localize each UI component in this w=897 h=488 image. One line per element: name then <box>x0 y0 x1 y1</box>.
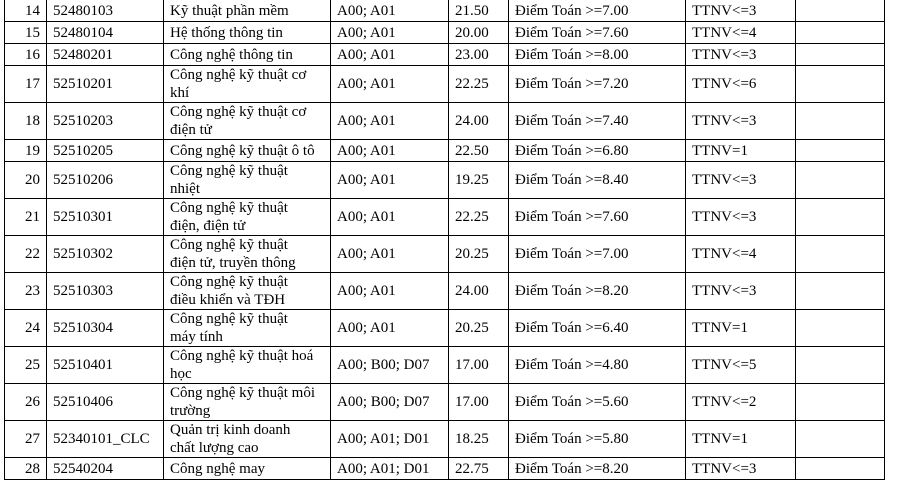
cutoff-score-cell: 18.25 <box>449 421 509 458</box>
program-name-cell <box>164 421 331 458</box>
table-row <box>5 66 885 103</box>
cutoff-score-cell: 23.00 <box>449 44 509 66</box>
program-code-cell: 52510203 <box>47 103 164 140</box>
program-name-text: Kỹ thuật phần mềm <box>170 2 289 19</box>
empty-cell <box>796 103 885 140</box>
subject-combo-cell: A00; B00; D07 <box>331 347 449 384</box>
wish-order-cell: TTNV<=3 <box>686 458 796 480</box>
program-code-cell: 52510205 <box>47 140 164 162</box>
wish-order-cell: TTNV<=3 <box>686 44 796 66</box>
program-code-cell: 52510304 <box>47 310 164 347</box>
program-name-cell <box>164 44 331 66</box>
program-name-text: Quản trị kinh doanh chất lượng cao <box>170 422 291 456</box>
empty-cell <box>796 22 885 44</box>
subject-combo-cell: A00; A01 <box>331 0 449 22</box>
subject-combo-cell: A00; A01 <box>331 66 449 103</box>
program-name-text: Công nghệ may <box>170 460 265 477</box>
empty-cell <box>796 458 885 480</box>
program-code-cell: 52510406 <box>47 384 164 421</box>
wish-order-cell: TTNV<=3 <box>686 103 796 140</box>
wish-order-cell: TTNV<=2 <box>686 384 796 421</box>
table-row <box>5 236 885 273</box>
program-name-text: Công nghệ kỹ thuật máy tính <box>170 311 288 345</box>
cutoff-score-cell: 17.00 <box>449 384 509 421</box>
program-name-text: Công nghệ kỹ thuật nhiệt <box>170 163 288 197</box>
row-number-cell: 22 <box>5 236 47 273</box>
program-name-cell <box>164 162 331 199</box>
cutoff-score-cell: 19.25 <box>449 162 509 199</box>
program-code-cell: 52340101_CLC <box>47 421 164 458</box>
subject-combo-cell: A00; A01 <box>331 199 449 236</box>
cutoff-score-cell: 20.25 <box>449 236 509 273</box>
wish-order-cell: TTNV=1 <box>686 421 796 458</box>
empty-cell <box>796 44 885 66</box>
row-number-cell: 17 <box>5 66 47 103</box>
admission-table <box>4 0 885 480</box>
program-name-cell <box>164 0 331 22</box>
program-code-cell: 52510206 <box>47 162 164 199</box>
program-code-cell: 52480104 <box>47 22 164 44</box>
subject-combo-cell: A00; B00; D07 <box>331 384 449 421</box>
math-criterion-cell: Điểm Toán >=7.60 <box>509 22 686 44</box>
subject-combo-cell: A00; A01 <box>331 162 449 199</box>
program-name-cell <box>164 384 331 421</box>
math-criterion-cell: Điểm Toán >=7.60 <box>509 199 686 236</box>
wish-order-cell: TTNV=1 <box>686 140 796 162</box>
math-criterion-cell: Điểm Toán >=8.40 <box>509 162 686 199</box>
cutoff-score-cell: 24.00 <box>449 103 509 140</box>
empty-cell <box>796 384 885 421</box>
cutoff-score-cell: 20.00 <box>449 22 509 44</box>
empty-cell <box>796 0 885 22</box>
subject-combo-cell: A00; A01 <box>331 22 449 44</box>
table-row <box>5 22 885 44</box>
row-number-cell: 19 <box>5 140 47 162</box>
row-number-cell: 16 <box>5 44 47 66</box>
math-criterion-cell: Điểm Toán >=7.00 <box>509 0 686 22</box>
table-row <box>5 162 885 199</box>
table-row <box>5 0 885 22</box>
program-name-text: Công nghệ kỹ thuật cơ điện tử <box>170 104 307 138</box>
program-code-cell: 52510302 <box>47 236 164 273</box>
row-number-cell: 28 <box>5 458 47 480</box>
math-criterion-cell: Điểm Toán >=7.00 <box>509 236 686 273</box>
table-row <box>5 421 885 458</box>
program-code-cell: 52510301 <box>47 199 164 236</box>
math-criterion-cell: Điểm Toán >=7.20 <box>509 66 686 103</box>
program-name-text: Công nghệ kỹ thuật ô tô <box>170 142 315 159</box>
subject-combo-cell: A00; A01; D01 <box>331 458 449 480</box>
cutoff-score-cell: 22.25 <box>449 66 509 103</box>
program-name-text: Công nghệ kỹ thuật điện tử, truyền thông <box>170 237 296 271</box>
table-row <box>5 310 885 347</box>
wish-order-cell: TTNV<=3 <box>686 199 796 236</box>
program-code-cell: 52540204 <box>47 458 164 480</box>
empty-cell <box>796 140 885 162</box>
program-code-cell: 52510401 <box>47 347 164 384</box>
subject-combo-cell: A00; A01 <box>331 103 449 140</box>
cutoff-score-cell: 22.50 <box>449 140 509 162</box>
wish-order-cell: TTNV<=5 <box>686 347 796 384</box>
program-name-text: Công nghệ kỹ thuật cơ khí <box>170 67 307 101</box>
program-code-cell: 52510303 <box>47 273 164 310</box>
program-name-cell <box>164 273 331 310</box>
table-row <box>5 384 885 421</box>
math-criterion-cell: Điểm Toán >=4.80 <box>509 347 686 384</box>
row-number-cell: 23 <box>5 273 47 310</box>
table-row <box>5 199 885 236</box>
wish-order-cell: TTNV<=6 <box>686 66 796 103</box>
program-name-text: Công nghệ kỹ thuật điện, điện tử <box>170 200 288 234</box>
row-number-cell: 27 <box>5 421 47 458</box>
empty-cell <box>796 236 885 273</box>
subject-combo-cell: A00; A01 <box>331 273 449 310</box>
program-name-text: Công nghệ thông tin <box>170 46 293 63</box>
subject-combo-cell: A00; A01 <box>331 140 449 162</box>
table-row <box>5 347 885 384</box>
math-criterion-cell: Điểm Toán >=6.40 <box>509 310 686 347</box>
empty-cell <box>796 310 885 347</box>
cutoff-score-cell: 24.00 <box>449 273 509 310</box>
math-criterion-cell: Điểm Toán >=5.80 <box>509 421 686 458</box>
program-name-text: Công nghệ kỹ thuật môi trường <box>170 385 315 419</box>
row-number-cell: 20 <box>5 162 47 199</box>
wish-order-cell: TTNV<=4 <box>686 236 796 273</box>
table-row <box>5 140 885 162</box>
empty-cell <box>796 273 885 310</box>
program-code-cell: 52480201 <box>47 44 164 66</box>
table-row <box>5 458 885 480</box>
row-number-cell: 26 <box>5 384 47 421</box>
program-name-cell <box>164 103 331 140</box>
empty-cell <box>796 421 885 458</box>
cutoff-score-cell: 17.00 <box>449 347 509 384</box>
table-row <box>5 44 885 66</box>
program-name-cell <box>164 236 331 273</box>
program-name-cell <box>164 66 331 103</box>
row-number-cell: 15 <box>5 22 47 44</box>
math-criterion-cell: Điểm Toán >=8.20 <box>509 273 686 310</box>
math-criterion-cell: Điểm Toán >=5.60 <box>509 384 686 421</box>
subject-combo-cell: A00; A01 <box>331 44 449 66</box>
table-body <box>5 0 885 480</box>
empty-cell <box>796 199 885 236</box>
program-name-text: Công nghệ kỹ thuật hoá học <box>170 348 314 382</box>
program-code-cell: 52510201 <box>47 66 164 103</box>
wish-order-cell: TTNV<=3 <box>686 162 796 199</box>
row-number-cell: 25 <box>5 347 47 384</box>
row-number-cell: 14 <box>5 0 47 22</box>
row-number-cell: 18 <box>5 103 47 140</box>
empty-cell <box>796 66 885 103</box>
math-criterion-cell: Điểm Toán >=8.00 <box>509 44 686 66</box>
program-name-cell <box>164 22 331 44</box>
program-name-cell <box>164 310 331 347</box>
program-name-cell <box>164 458 331 480</box>
subject-combo-cell: A00; A01 <box>331 310 449 347</box>
math-criterion-cell: Điểm Toán >=8.20 <box>509 458 686 480</box>
cutoff-score-cell: 22.25 <box>449 199 509 236</box>
table-row <box>5 103 885 140</box>
program-code-cell: 52480103 <box>47 0 164 22</box>
wish-order-cell: TTNV<=4 <box>686 22 796 44</box>
cutoff-score-cell: 22.75 <box>449 458 509 480</box>
table-row <box>5 273 885 310</box>
math-criterion-cell: Điểm Toán >=6.80 <box>509 140 686 162</box>
cutoff-score-cell: 20.25 <box>449 310 509 347</box>
wish-order-cell: TTNV=1 <box>686 310 796 347</box>
subject-combo-cell: A00; A01; D01 <box>331 421 449 458</box>
wish-order-cell: TTNV<=3 <box>686 0 796 22</box>
program-name-text: Hệ thống thông tin <box>170 24 283 41</box>
math-criterion-cell: Điểm Toán >=7.40 <box>509 103 686 140</box>
program-name-cell <box>164 140 331 162</box>
empty-cell <box>796 162 885 199</box>
program-name-cell <box>164 347 331 384</box>
row-number-cell: 24 <box>5 310 47 347</box>
program-name-cell <box>164 199 331 236</box>
wish-order-cell: TTNV<=3 <box>686 273 796 310</box>
empty-cell <box>796 347 885 384</box>
subject-combo-cell: A00; A01 <box>331 236 449 273</box>
cutoff-score-cell: 21.50 <box>449 0 509 22</box>
program-name-text: Công nghệ kỹ thuật điều khiển và TĐH <box>170 274 288 308</box>
row-number-cell: 21 <box>5 199 47 236</box>
